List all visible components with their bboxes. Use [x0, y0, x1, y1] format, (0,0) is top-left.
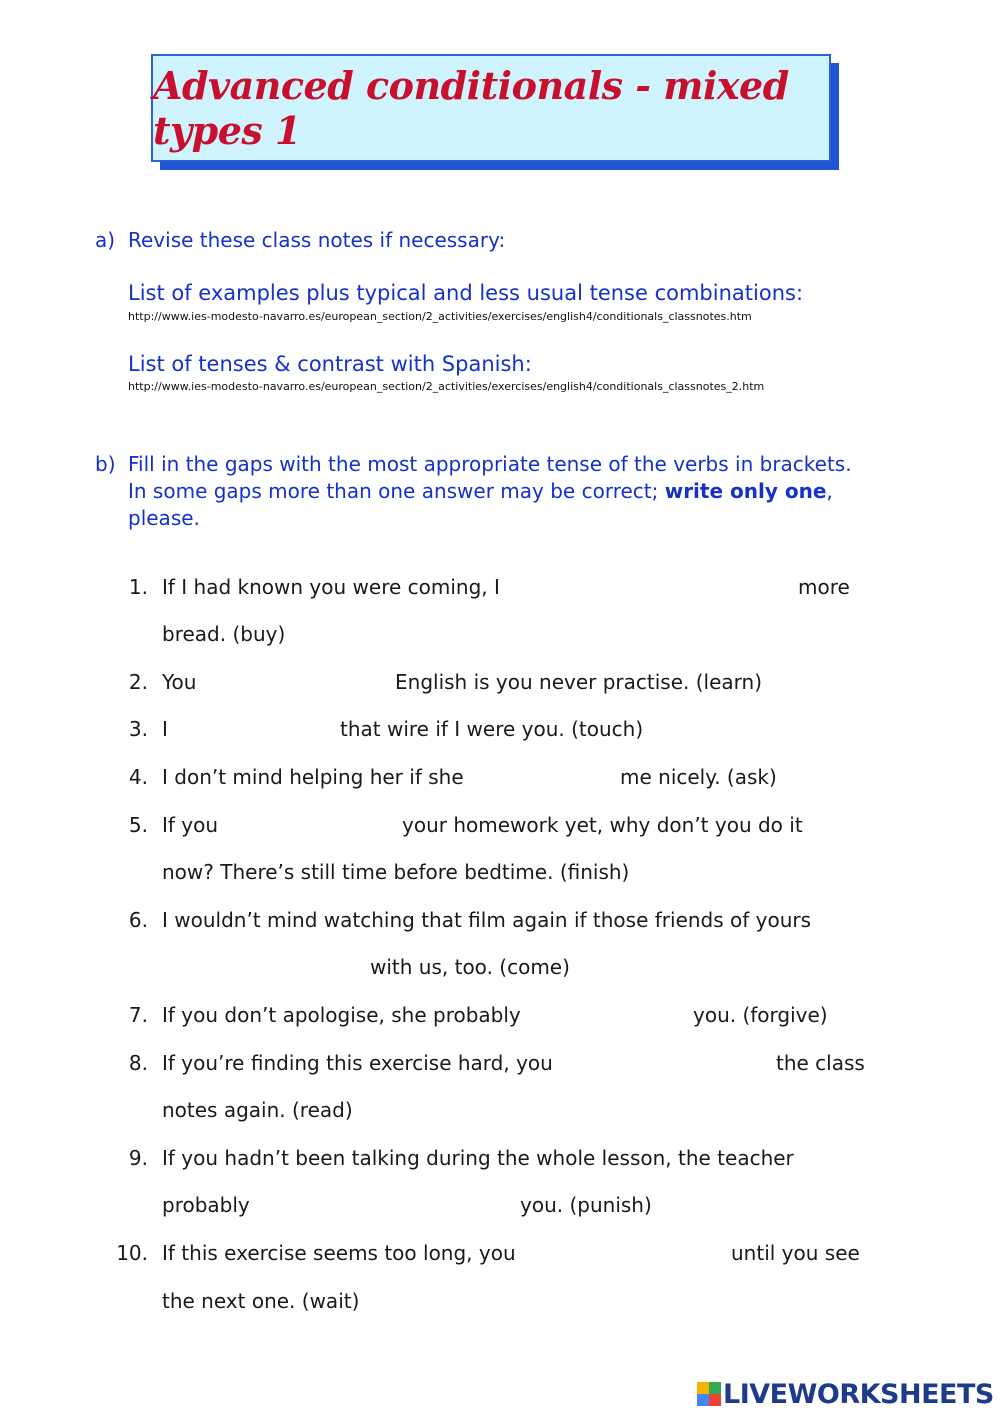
exercise-10-text-c: the next one. (wait): [162, 1289, 360, 1313]
exercise-1-text-c: bread. (buy): [162, 622, 286, 646]
exercise-6-number: 6.: [128, 908, 148, 932]
exercise-2-number: 2.: [128, 670, 148, 694]
exercise-6-text-b: with us, too. (come): [370, 955, 570, 979]
note-url-1[interactable]: http://www.ies-modesto-navarro.es/european_section/2_activities/exercises/english4/conditionals_classnotes.htm: [128, 310, 752, 323]
note-url-2[interactable]: http://www.ies-modesto-navarro.es/european_section/2_activities/exercises/english4/conditionals_classnotes_2.htm: [128, 380, 765, 393]
section-b-line-1: Fill in the gaps with the most appropriate tense of the verbs in brackets.: [128, 452, 852, 476]
page-title: Advanced conditionals - mixed types 1: [153, 63, 789, 153]
exercise-2-text-b: English is you never practise. (learn): [395, 670, 762, 694]
section-b-letter: b): [95, 452, 116, 476]
exercise-5-number: 5.: [128, 813, 148, 837]
exercise-8-number: 8.: [128, 1051, 148, 1075]
exercise-10-number: 10.: [116, 1241, 148, 1265]
exercise-3-text-a: I: [162, 717, 168, 741]
exercise-2-text-a: You: [162, 670, 197, 694]
exercise-8-text-c: notes again. (read): [162, 1098, 353, 1122]
logo-squares-icon: [697, 1382, 721, 1406]
exercise-10-text-a: If this exercise seems too long, you: [162, 1241, 516, 1265]
exercise-3-number: 3.: [128, 717, 148, 741]
exercise-5-text-a: If you: [162, 813, 219, 837]
logo-text: LIVEWORKSHEETS: [723, 1378, 994, 1410]
liveworksheets-logo: [697, 1379, 994, 1409]
exercise-9-text-a: If you hadn’t been talking during the whole lesson, the teacher: [162, 1146, 794, 1170]
exercise-9-number: 9.: [128, 1146, 148, 1170]
exercise-8-text-b: the class: [776, 1051, 865, 1075]
exercise-9-text-c: you. (punish): [520, 1193, 652, 1217]
section-a-text: Revise these class notes if necessary:: [128, 228, 506, 252]
section-b-line-2-bold: write only one: [664, 479, 827, 503]
exercise-8-text-a: If you’re finding this exercise hard, you: [162, 1051, 553, 1075]
exercise-7-text-a: If you don’t apologise, she probably: [162, 1003, 521, 1027]
note-heading-1: List of examples plus typical and less usual tense combinations:: [128, 281, 804, 305]
exercise-1-text-b: more: [798, 575, 850, 599]
section-b-line-2-post: ,: [826, 479, 833, 503]
exercise-7-text-b: you. (forgive): [693, 1003, 828, 1027]
exercise-5-text-c: now? There’s still time before bedtime. (finish): [162, 860, 630, 884]
exercise-1-number: 1.: [128, 575, 148, 599]
section-b-line-2: [128, 479, 833, 503]
section-b-line-2-pre: In some gaps more than one answer may be correct;: [128, 479, 659, 503]
title-box: [151, 54, 831, 162]
exercise-4-text-b: me nicely. (ask): [620, 765, 777, 789]
note-heading-2: List of tenses & contrast with Spanish:: [128, 352, 532, 376]
exercise-5-text-b: your homework yet, why don’t you do it: [402, 813, 803, 837]
exercise-7-number: 7.: [128, 1003, 148, 1027]
exercise-9-text-b: probably: [162, 1193, 250, 1217]
section-b-line-3: please.: [128, 506, 200, 530]
exercise-10-text-b: until you see: [731, 1241, 860, 1265]
exercise-4-number: 4.: [128, 765, 148, 789]
exercise-3-text-b: that wire if I were you. (touch): [340, 717, 644, 741]
section-a-letter: a): [95, 228, 116, 252]
exercise-6-text-a: I wouldn’t mind watching that film again if those friends of yours: [162, 908, 812, 932]
exercise-1-text-a: If I had known you were coming, I: [162, 575, 500, 599]
exercise-4-text-a: I don’t mind helping her if she: [162, 765, 464, 789]
